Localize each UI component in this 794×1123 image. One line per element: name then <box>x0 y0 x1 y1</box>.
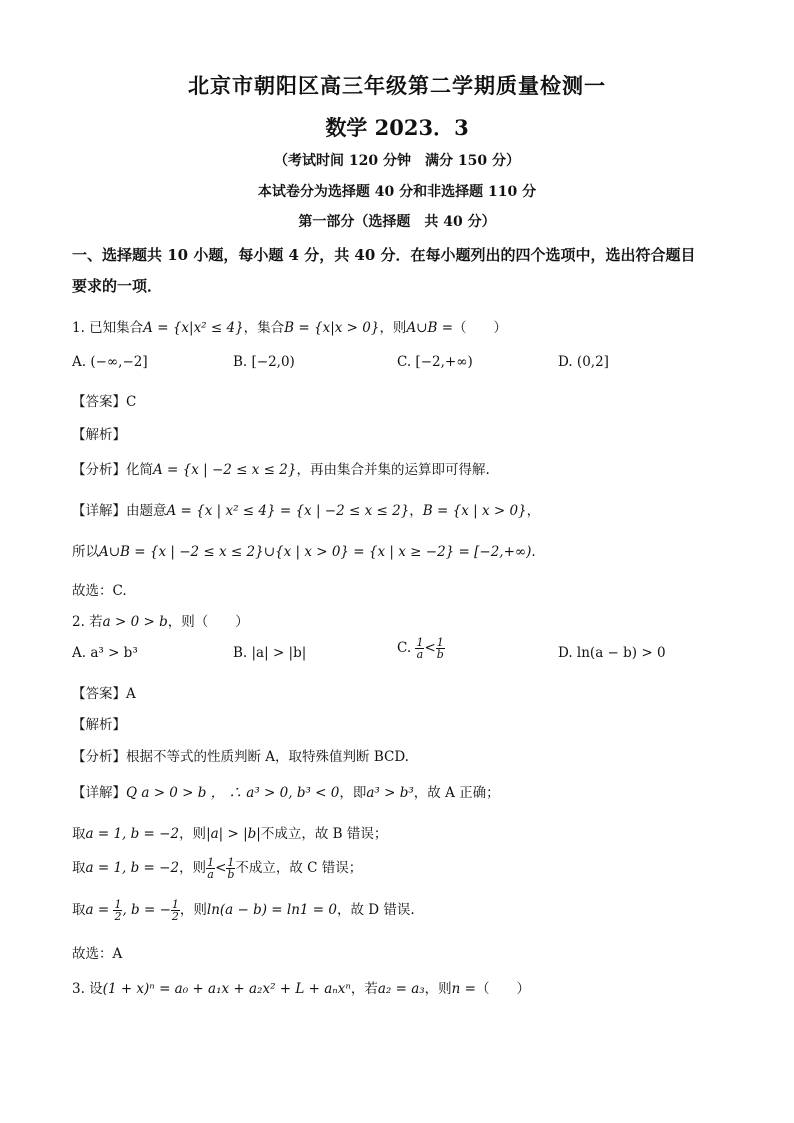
q2-choice: 故选：A <box>72 946 123 962</box>
q1-answer: 【答案】C <box>72 394 137 410</box>
q2-option-d: D. ln(a − b) > 0 <box>558 645 666 661</box>
score-info: 本试卷分为选择题 40 分和非选择题 110 分 <box>257 184 537 200</box>
q2-option-a: A. a³ > b³ <box>72 645 138 661</box>
q1-conclusion: 所以A∪B = {x | −2 ≤ x ≤ 2}∪{x | x > 0} = {x | x ≥ −2} = [−2,+∞). <box>72 544 536 560</box>
q2-option-c: C. $\frac{1}{a}$ < $\frac{1}{b}$ <box>397 636 444 661</box>
q1-set-b: B = {x|x > 0} <box>284 320 380 336</box>
q1-set-a: A = {x|x² ≤ 4} <box>143 320 244 336</box>
q3-stem: 3. 设(1 + x)ⁿ = a₀ + a₁x + a₂x² + L + aₙxⁿ，若a₂ = a₃，则n =（ ） <box>72 981 530 997</box>
q2-stem: 2. 若a > 0 > b，则（ ） <box>72 614 249 630</box>
q1-option-a: A. (−∞,−2] <box>72 354 148 370</box>
q1-jiexi-label: 【解析】 <box>72 427 126 443</box>
q2-detail: 【详解】Q a > 0 > b ， ∴ a³ > 0, b³ < 0，即a³ > b³，故 A 正确； <box>72 785 500 801</box>
q1-option-c: C. [−2,+∞) <box>397 354 473 370</box>
q2-option-b: B. |a| > |b| <box>233 645 307 661</box>
q2-answer: 【答案】A <box>72 686 136 702</box>
exam-subject: 数学 2023．3 <box>325 115 469 140</box>
q2-detail-b: 取a = 1, b = −2，则|a| > |b|不成立，故 B 错误； <box>72 826 388 842</box>
q1-detail: 【详解】由题意A = {x | x² ≤ 4} = {x | −2 ≤ x ≤ 2}，B = {x | x > 0}， <box>72 503 541 519</box>
q1-choice: 故选：C. <box>72 583 127 599</box>
q2-detail-d: 取a = $\frac{1}{2}$ , b = − $\frac{1}{2}$ ，则ln(a − b) = ln1 = 0，故 D 错误. <box>72 898 415 923</box>
q1-option-b: B. [−2,0) <box>233 354 295 370</box>
q2-analysis: 【分析】根据不等式的性质判断 A，取特殊值判断 BCD. <box>72 749 409 765</box>
exam-title: 北京市朝阳区高三年级第二学期质量检测一 <box>188 73 606 98</box>
q1-stem: 1. 已知集合A = {x|x² ≤ 4}，集合B = {x|x > 0}，则A∪B =（ ） <box>72 320 508 336</box>
q1-analysis: 【分析】化简A = {x | −2 ≤ x ≤ 2}，再由集合并集的运算即可得解. <box>72 462 490 478</box>
q1-option-d: D. (0,2] <box>558 354 609 370</box>
q2-detail-c: 取a = 1, b = −2，则 $\frac{1}{a}$ < $\frac{1}{b}$ 不成立，故 C 错误； <box>72 856 363 881</box>
q2-jiexi-label: 【解析】 <box>72 717 126 733</box>
exam-info: （考试时间 120 分钟 满分 150 分） <box>274 153 520 169</box>
section-instruction-2: 要求的一项． <box>72 277 163 295</box>
part-title: 第一部分（选择题 共 40 分） <box>298 214 496 230</box>
section-instruction-1: 一、选择题共 10 小题，每小题 4 分，共 40 分．在每小题列出的四个选项中，选出符合题目 <box>72 246 696 264</box>
